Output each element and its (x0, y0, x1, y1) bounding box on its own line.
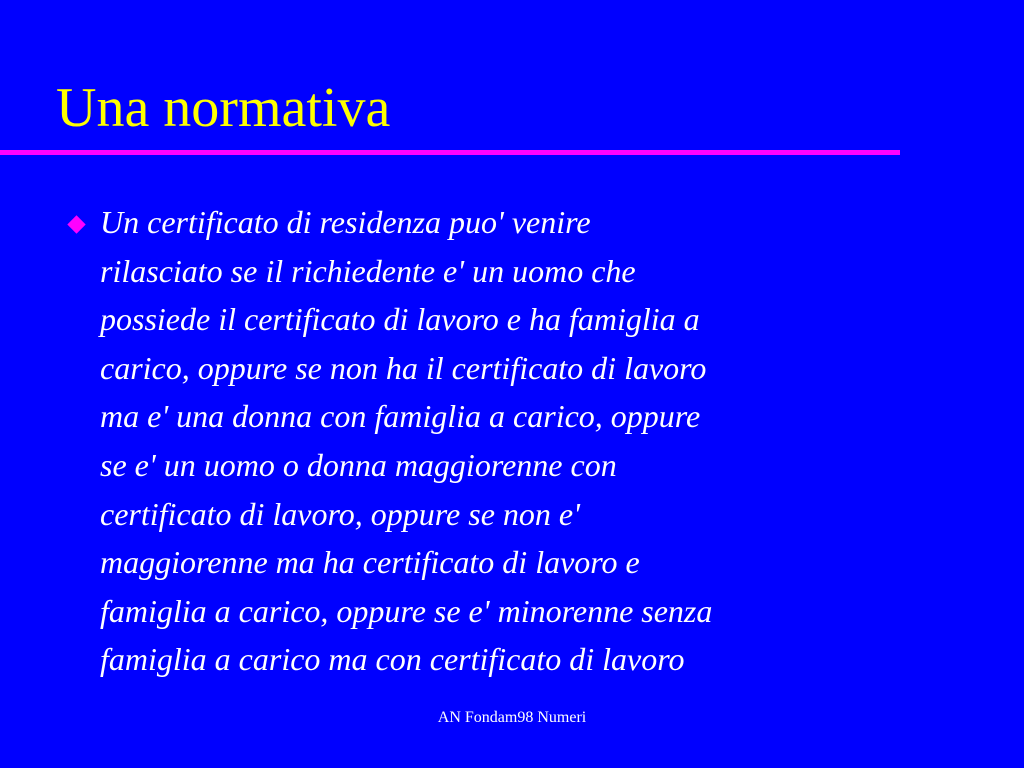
title-divider (0, 150, 900, 155)
bullet-line: carico, oppure se non ha il certificato di lavoro (100, 349, 707, 386)
bullet-text (100, 198, 980, 684)
bullet-line: possiede il certificato di lavoro e ha famiglia a (100, 301, 700, 338)
bullet-line: se e' un uomo o donna maggiorenne con (100, 446, 617, 483)
bullet-line: certificato di lavoro, oppure se non e' (100, 495, 580, 532)
slide-title: Una normativa (56, 77, 391, 139)
slide-footer: AN Fondam98 Numeri (437, 709, 587, 726)
bullet-line: ma e' una donna con famiglia a carico, oppure (100, 398, 701, 435)
bullet-line: Un certificato di residenza puo' venire (100, 204, 591, 240)
bullet-line: maggiorenne ma ha certificato di lavoro e (100, 544, 640, 581)
diamond-bullet-icon (67, 215, 85, 233)
bullet-line: famiglia a carico ma con certificato di lavoro (100, 641, 685, 678)
bullet-line: rilasciato se il richiedente e' un uomo che (100, 252, 636, 289)
bullet-line: famiglia a carico, oppure se e' minorenne senza (100, 592, 713, 629)
